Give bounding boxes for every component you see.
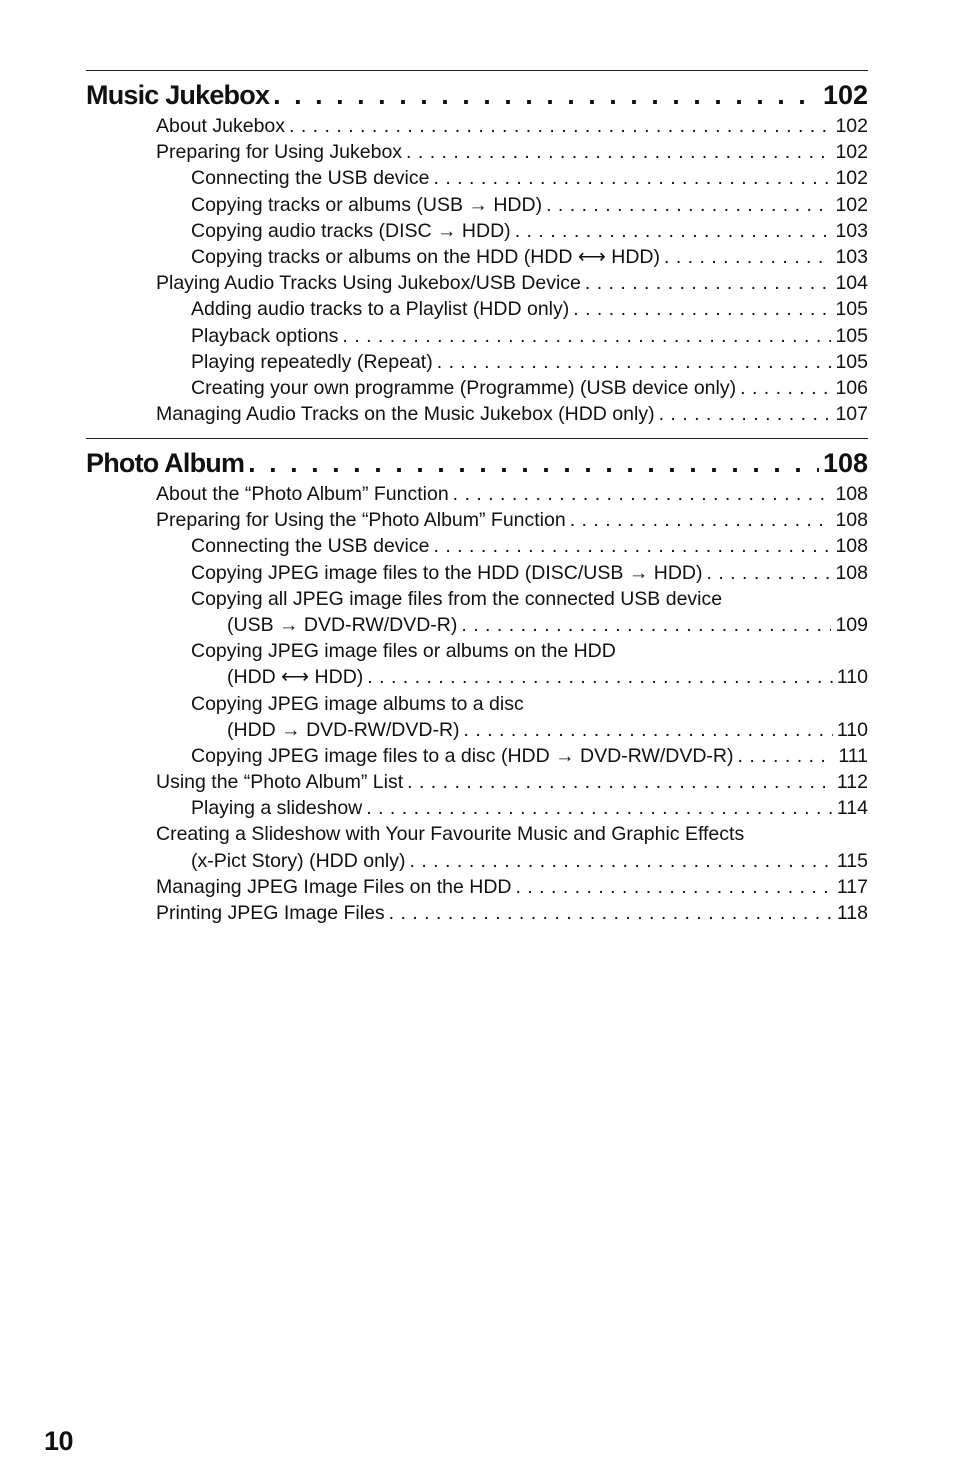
dot-leader <box>453 481 832 507</box>
toc-entry-page: 105 <box>835 350 868 373</box>
dot-leader <box>389 900 833 926</box>
toc-entry-title: Creating a Slideshow with Your Favourite Music and Graphic Effects <box>156 823 745 846</box>
toc-entry-page: 110 <box>836 718 868 741</box>
toc-entry-title: Preparing for Using the “Photo Album” Function <box>156 509 566 532</box>
toc-entry-page: 112 <box>836 771 868 794</box>
toc-entry[interactable] <box>86 638 868 664</box>
dot-leader <box>546 192 831 218</box>
toc-entry-page: 115 <box>836 849 868 872</box>
dot-leader <box>740 375 831 401</box>
dot-leader <box>367 664 833 690</box>
toc-entry-title: Adding audio tracks to a Playlist (HDD only) <box>191 298 570 321</box>
dot-leader <box>664 244 831 270</box>
toc-entry-title: (USB → DVD-RW/DVD-R) <box>227 613 458 636</box>
section-heading[interactable] <box>86 77 868 113</box>
toc-entry[interactable] <box>86 218 868 244</box>
toc-entry[interactable] <box>86 533 868 559</box>
toc-entry[interactable] <box>86 586 868 612</box>
toc-entry-title: (x-Pict Story) (HDD only) <box>191 849 406 872</box>
toc-entry-page: 102 <box>835 141 868 164</box>
toc-entry-page: 105 <box>835 298 868 321</box>
toc-entry-page: 103 <box>835 245 868 268</box>
dot-leader <box>433 165 831 191</box>
toc-entry[interactable] <box>86 244 868 270</box>
toc-entry-title: About Jukebox <box>156 115 286 137</box>
toc-entry-title: Playing repeatedly (Repeat) <box>191 350 433 373</box>
toc-entry-title: Managing JPEG Image Files on the HDD <box>156 875 512 898</box>
dot-leader <box>433 533 831 559</box>
dot-leader <box>659 401 832 427</box>
toc-entry-page: 114 <box>836 797 868 820</box>
toc-entry[interactable] <box>86 270 868 296</box>
toc-entry-title: Playing a slideshow <box>191 797 363 820</box>
toc-entry-page: 102 <box>835 115 868 137</box>
dot-leader <box>248 445 819 481</box>
toc-entry-title: Creating your own programme (Programme) (USB device only) <box>191 376 737 399</box>
dot-leader <box>585 270 832 296</box>
toc-entry-page: 108 <box>835 483 868 505</box>
toc-entry[interactable] <box>86 139 868 165</box>
toc-entry-list <box>86 481 868 926</box>
toc-entry[interactable] <box>86 375 868 401</box>
toc-entry-page: 108 <box>835 561 868 584</box>
dot-leader <box>516 874 833 900</box>
section-page: 108 <box>822 448 868 478</box>
toc-entry-title: Connecting the USB device <box>191 167 430 190</box>
dot-leader <box>406 139 831 165</box>
toc-entry-title: (HDD → DVD-RW/DVD-R) <box>227 718 460 741</box>
toc-entry[interactable] <box>86 664 868 690</box>
toc-entry-list <box>86 113 868 427</box>
dot-leader <box>273 77 819 113</box>
toc-entry-page: 106 <box>835 376 868 399</box>
dot-leader <box>410 848 833 874</box>
toc-entry-title: (HDD ⟷ HDD) <box>227 666 364 689</box>
section-title: Photo Album <box>86 448 245 478</box>
toc-entry[interactable] <box>86 401 868 427</box>
toc-entry-title: Copying JPEG image albums to a disc <box>191 692 524 715</box>
toc-entry-title: Copying JPEG image files to a disc (HDD → DVD-RW/DVD-R) <box>191 744 734 767</box>
dot-leader <box>407 769 833 795</box>
toc-entry[interactable] <box>86 743 868 769</box>
toc-entry-title: Copying audio tracks (DISC → HDD) <box>191 219 511 242</box>
toc-entry-page: 107 <box>835 403 868 426</box>
toc-entry[interactable] <box>86 612 868 638</box>
toc-entry[interactable] <box>86 691 868 717</box>
toc-entry-page: 117 <box>836 875 868 898</box>
dot-leader <box>342 323 831 349</box>
toc-entry[interactable] <box>86 507 868 533</box>
toc-entry-title: Playback options <box>191 324 339 347</box>
toc-entry-title: Managing Audio Tracks on the Music Jukebox (HDD only) <box>156 403 655 426</box>
section-title: Music Jukebox <box>86 80 270 110</box>
dot-leader <box>738 743 835 769</box>
toc-entry[interactable] <box>86 560 868 586</box>
toc-entry-page: 109 <box>835 613 868 636</box>
toc-entry-title: Preparing for Using Jukebox <box>156 141 403 164</box>
section-divider <box>86 70 868 71</box>
toc-entry[interactable] <box>86 349 868 375</box>
dot-leader <box>366 795 833 821</box>
dot-leader <box>464 717 833 743</box>
toc-entry-title: Playing Audio Tracks Using Jukebox/USB Device <box>156 272 581 295</box>
toc-entry-page: 108 <box>835 509 868 532</box>
toc-entry-title: Copying tracks or albums (USB → HDD) <box>191 193 543 216</box>
toc-entry-page: 111 <box>838 744 868 767</box>
toc-entry-page: 102 <box>835 193 868 216</box>
toc-entry-title: Copying tracks or albums on the HDD (HDD ⟷ HDD) <box>191 245 660 268</box>
toc-section-photo-album <box>86 438 868 926</box>
toc-entry-page: 102 <box>835 167 868 190</box>
toc-entry[interactable] <box>86 323 868 349</box>
toc-entry-title: Copying JPEG image files or albums on the HDD <box>191 640 616 663</box>
toc-entry[interactable] <box>86 481 868 507</box>
toc-entry[interactable] <box>86 717 868 743</box>
toc-entry[interactable] <box>86 848 868 874</box>
section-divider <box>86 438 868 439</box>
toc-entry-title: Copying all JPEG image files from the connected USB device <box>191 587 723 610</box>
section-heading[interactable] <box>86 445 868 481</box>
toc-entry[interactable] <box>86 113 868 139</box>
toc-entry[interactable] <box>86 296 868 322</box>
toc-entry[interactable] <box>86 874 868 900</box>
toc-entry-title: Using the “Photo Album” List <box>156 771 404 794</box>
dot-leader <box>706 560 831 586</box>
toc-entry[interactable] <box>86 769 868 795</box>
toc-entry-title: Connecting the USB device <box>191 535 430 558</box>
toc-section-music-jukebox <box>86 70 868 427</box>
toc-entry[interactable] <box>86 795 868 821</box>
toc-entry[interactable] <box>86 165 868 191</box>
page-number: 10 <box>44 1426 74 1456</box>
toc-entry[interactable] <box>86 192 868 218</box>
toc-entry-page: 103 <box>835 219 868 242</box>
dot-leader <box>289 113 831 139</box>
toc-entry-page: 105 <box>835 324 868 347</box>
toc-entry[interactable] <box>86 900 868 926</box>
dot-leader <box>570 507 832 533</box>
toc-entry-page: 104 <box>835 272 868 295</box>
toc-entry[interactable] <box>86 821 868 847</box>
toc-entry-title: About the “Photo Album” Function <box>156 483 449 505</box>
section-page: 102 <box>822 80 868 110</box>
toc-entry-page: 110 <box>836 666 868 689</box>
dot-leader <box>573 296 831 322</box>
dot-leader <box>461 612 831 638</box>
toc-entry-page: 118 <box>836 902 868 924</box>
dot-leader <box>437 349 832 375</box>
toc-entry-title: Copying JPEG image files to the HDD (DISC/USB → HDD) <box>191 561 703 584</box>
dot-leader <box>515 218 832 244</box>
toc-entry-page: 108 <box>835 535 868 558</box>
toc-entry-title: Printing JPEG Image Files <box>156 902 385 924</box>
